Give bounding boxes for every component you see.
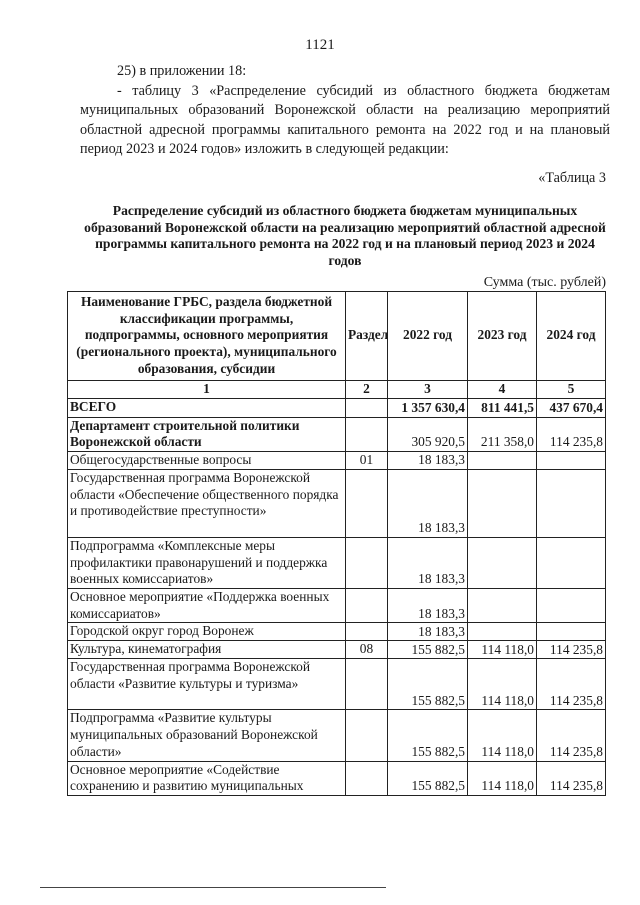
header-2024: 2024 год	[537, 292, 606, 381]
intro-line-1: 25) в приложении 18:	[117, 63, 247, 79]
row-name: Общегосударственные вопросы	[68, 451, 346, 469]
table-row	[68, 761, 606, 795]
row-value-2022: 18 183,3	[388, 451, 468, 469]
table-reference: «Таблица 3	[538, 170, 606, 186]
row-section	[346, 537, 388, 588]
row-value-2024: 114 235,8	[537, 417, 606, 451]
table-row	[68, 659, 606, 710]
table-row	[68, 469, 606, 537]
row-value-2023: 114 118,0	[468, 710, 537, 761]
units-label: Сумма (тыс. рублей)	[483, 275, 606, 290]
table-row	[68, 451, 606, 469]
intro-text	[80, 62, 610, 160]
row-value-2022: 18 183,3	[388, 623, 468, 641]
row-value-2024: 114 235,8	[537, 641, 606, 659]
row-value-2022: 1 357 630,4	[388, 398, 468, 417]
row-value-2022: 155 882,5	[388, 710, 468, 761]
header-2022: 2022 год	[388, 292, 468, 381]
row-value-2023: 211 358,0	[468, 417, 537, 451]
row-value-2023: 811 441,5	[468, 398, 537, 417]
row-value-2022: 18 183,3	[388, 589, 468, 623]
header-name: Наименование ГРБС, раздела бюджетной классификации программы, подпрограммы, основного мероприятия (регионального проекта), муниципального образования, субсидии	[68, 292, 346, 381]
column-number: 4	[468, 380, 537, 398]
row-value-2024: 437 670,4	[537, 398, 606, 417]
column-numbers-row	[68, 380, 606, 398]
table-row	[68, 417, 606, 451]
row-value-2023	[468, 623, 537, 641]
row-value-2023	[468, 469, 537, 537]
row-section	[346, 589, 388, 623]
row-value-2024: 114 235,8	[537, 710, 606, 761]
row-value-2023	[468, 451, 537, 469]
row-name: Основное мероприятие «Содействие сохранению и развитию муниципальных	[68, 761, 346, 795]
column-number: 5	[537, 380, 606, 398]
row-section	[346, 710, 388, 761]
row-name: ВСЕГО	[68, 398, 346, 417]
row-name: Государственная программа Воронежской области «Развитие культуры и туризма»	[68, 659, 346, 710]
intro-line-2: - таблицу 3 «Распределение субсидий из областного бюджета бюджетам муниципальных образований Воронежской области на реализацию мероприятий областной адресной программы капитального ремонта на 2022 год и на плановый период 2023 и 2024 годов» изложить в следующей редакции:	[80, 82, 610, 157]
row-name: Городской округ город Воронеж	[68, 623, 346, 641]
row-section	[346, 469, 388, 537]
row-value-2024	[537, 469, 606, 537]
row-value-2022: 18 183,3	[388, 537, 468, 588]
row-name: Государственная программа Воронежской области «Обеспечение общественного порядка и противодействие преступности»	[68, 469, 346, 537]
row-value-2023: 114 118,0	[468, 761, 537, 795]
row-value-2022: 155 882,5	[388, 761, 468, 795]
row-section: 08	[346, 641, 388, 659]
row-name: Подпрограмма «Комплексные меры профилактики правонарушений и поддержка военных комиссариатов»	[68, 537, 346, 588]
row-value-2024	[537, 589, 606, 623]
row-value-2023	[468, 537, 537, 588]
row-value-2022: 305 920,5	[388, 417, 468, 451]
row-name: Культура, кинематография	[68, 641, 346, 659]
header-section: Раздел	[346, 292, 388, 381]
row-value-2023	[468, 589, 537, 623]
row-section	[346, 398, 388, 417]
row-value-2022: 18 183,3	[388, 469, 468, 537]
table-row	[68, 589, 606, 623]
row-value-2023: 114 118,0	[468, 659, 537, 710]
subsidy-table	[67, 291, 606, 796]
column-number: 1	[68, 380, 346, 398]
footer-rule	[40, 887, 386, 888]
row-value-2024	[537, 623, 606, 641]
row-section	[346, 659, 388, 710]
column-number: 3	[388, 380, 468, 398]
row-name: Департамент строительной политики Воронежской области	[68, 417, 346, 451]
row-value-2024: 114 235,8	[537, 659, 606, 710]
table-row	[68, 398, 606, 417]
row-value-2023: 114 118,0	[468, 641, 537, 659]
table-row	[68, 710, 606, 761]
table-row	[68, 623, 606, 641]
page-number: 1121	[305, 37, 335, 53]
row-value-2022: 155 882,5	[388, 641, 468, 659]
column-number: 2	[346, 380, 388, 398]
table-row	[68, 641, 606, 659]
row-section: 01	[346, 451, 388, 469]
table-title: Распределение субсидий из областного бюджета бюджетам муниципальных образований Воронежской области на реализацию мероприятий областной адресной программы капитального ремонта на 2022 год и на плановый период 2023 и 2024 годов	[84, 203, 606, 268]
row-value-2022: 155 882,5	[388, 659, 468, 710]
row-name: Подпрограмма «Развитие культуры муниципальных образований Воронежской области»	[68, 710, 346, 761]
row-value-2024	[537, 537, 606, 588]
row-section	[346, 623, 388, 641]
row-name: Основное мероприятие «Поддержка военных комиссариатов»	[68, 589, 346, 623]
header-2023: 2023 год	[468, 292, 537, 381]
row-value-2024: 114 235,8	[537, 761, 606, 795]
row-section	[346, 761, 388, 795]
row-value-2024	[537, 451, 606, 469]
row-section	[346, 417, 388, 451]
table-row	[68, 537, 606, 588]
